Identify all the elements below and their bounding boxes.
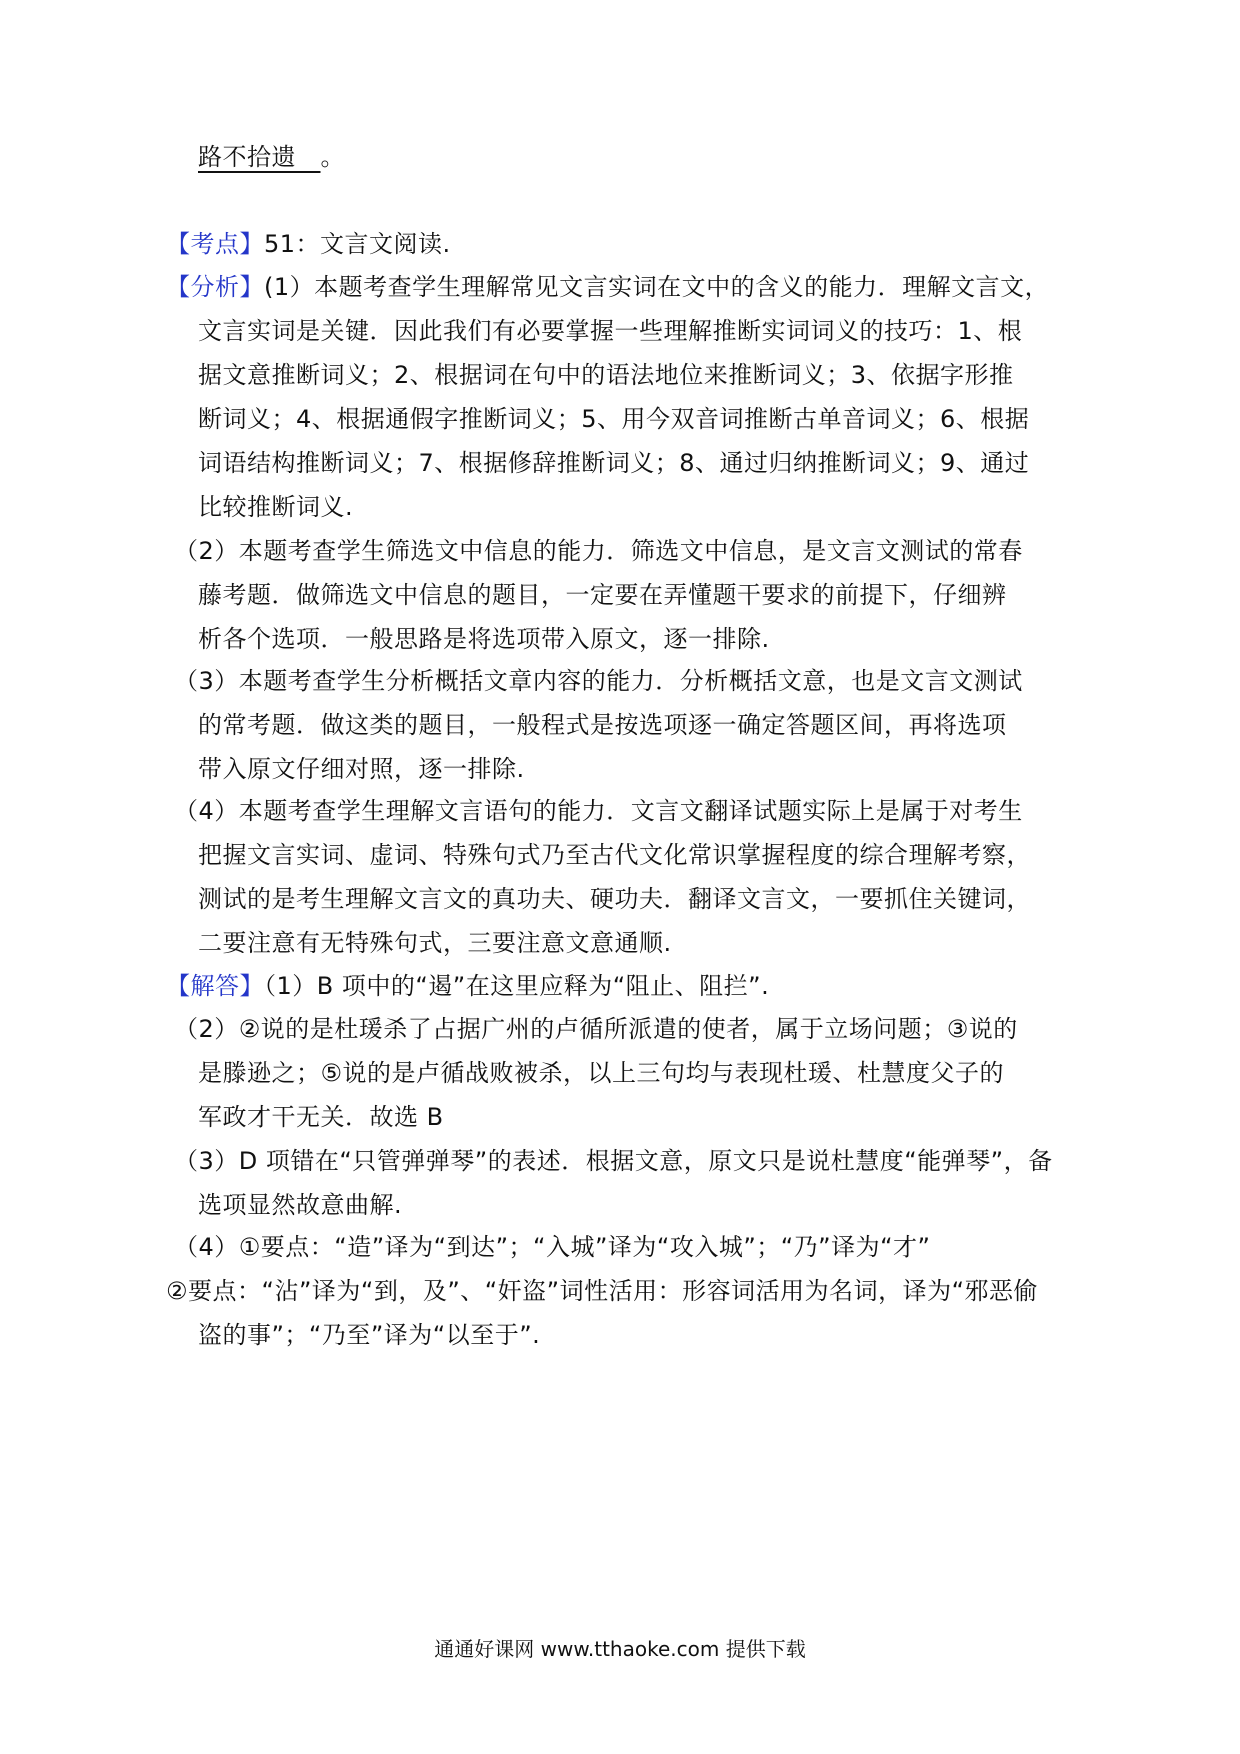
page-footer: 通通好课网 www.tthaoke.com 提供下载: [434, 1637, 806, 1661]
jieda-line: （2）②说的是杜瑗杀了占据广州的卢循所派遣的使者，属于立场问题；③说的: [174, 1015, 1018, 1043]
fenxi-line: 二要注意有无特殊句式，三要注意文意通顺.: [198, 929, 672, 957]
fenxi-line: 藤考题．做筛选文中信息的题目，一定要在弄懂题干要求的前提下，仔细辨: [198, 581, 1007, 609]
fenxi-line: 断词义；4、根据通假字推断词义；5、用今双音词推断古单音词义；6、根据: [198, 405, 1030, 433]
jieda-line: 选项显然故意曲解.: [198, 1191, 403, 1219]
fenxi-line-1: [166, 272, 1049, 302]
fenxi-line: 的常考题．做这类的题目，一般程式是按选项逐一确定答题区间，再将选项: [198, 711, 1007, 739]
jieda-line: ②要点：“沾”译为“到，及”、“奸盗”词性活用：形容词活用为名词，译为“邪恶偷: [166, 1277, 1039, 1305]
fenxi-line: 测试的是考生理解文言文的真功夫、硬功夫．翻译文言文，一要抓住关键词，: [198, 885, 1031, 913]
fenxi-line: （2）本题考查学生筛选文中信息的能力．筛选文中信息，是文言文测试的常春: [174, 537, 1023, 565]
fenxi-line: 析各个选项．一般思路是将选项带入原文，逐一排除.: [198, 625, 770, 653]
jieda-text: （1）B 项中的“遏”在这里应释为“阻止、阻拦”.: [264, 972, 770, 1000]
kaodian-text: 51：文言文阅读.: [264, 230, 451, 258]
jieda-line: 军政才干无关．故选 B: [198, 1103, 444, 1131]
fenxi-line: 文言实词是关键．因此我们有必要掌握一些理解推断实词词义的技巧：1、根: [198, 317, 1023, 345]
jieda-line: 是滕逊之；⑤说的是卢循战败被杀，以上三句均与表现杜瑗、杜慧度父子的: [198, 1059, 1005, 1087]
fenxi-text: (1）本题考查学生理解常见文言实词在文中的含义的能力．理解文言文，: [264, 273, 1050, 301]
fenxi-line: （3）本题考查学生分析概括文章内容的能力．分析概括文意，也是文言文测试: [174, 667, 1023, 695]
jieda-line: （4）①要点：“造”译为“到达”；“入城”译为“攻入城”；“乃”译为“才”: [174, 1233, 931, 1261]
kaodian-tag: 【考点】: [166, 230, 264, 258]
fenxi-line: 词语结构推断词义；7、根据修辞推断词义；8、通过归纳推断词义；9、通过: [198, 449, 1030, 477]
jieda-line: 盗的事”；“乃至”译为“以至于”.: [198, 1321, 541, 1349]
answer-period: 。: [320, 143, 345, 171]
kaodian-line: [166, 229, 451, 259]
fenxi-line: 据文意推断词义；2、根据词在句中的语法地位来推断词义；3、依据字形推: [198, 361, 1014, 389]
fenxi-line: （4）本题考查学生理解文言语句的能力．文言文翻译试题实际上是属于对考生: [174, 797, 1023, 825]
fenxi-line: 带入原文仔细对照，逐一排除.: [198, 755, 525, 783]
fenxi-tag: 【分析】: [166, 273, 264, 301]
underlined-answer: 路不拾遗: [198, 143, 321, 171]
jieda-tag: 【解答】: [166, 972, 264, 1000]
fenxi-line: 把握文言实词、虚词、特殊句式乃至古代文化常识掌握程度的综合理解考察，: [198, 841, 1031, 869]
answer-line: [198, 142, 345, 172]
jieda-line: （3）D 项错在“只管弹弹琴”的表述．根据文意，原文只是说杜慧度“能弹琴”，备: [174, 1147, 1053, 1175]
fenxi-line: 比较推断词义.: [198, 493, 354, 521]
jieda-line-1: [166, 971, 769, 1001]
